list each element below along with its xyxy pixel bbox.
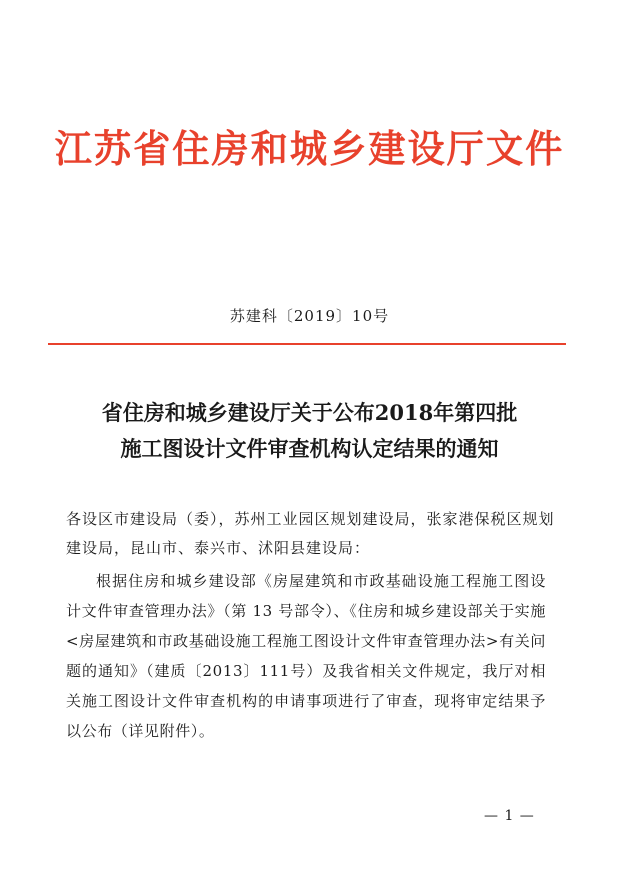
notice-title-line-2: 施工图设计文件审查机构认定结果的通知 bbox=[120, 436, 499, 461]
red-divider-line bbox=[48, 343, 566, 345]
body-paragraph: 根据住房和城乡建设部《房屋建筑和市政基础设施工程施工图设计文件审查管理办法》（第 13 号部令）、《住房和城乡建设部关于实施<房屋建筑和市政基础设施工程施工图设计文件审查管理办法>有关问题的通知》（建质〔2013〕111号）及我省相关文件规定，我厅对相关施工图设计文件审查机构的申请事项进行了审查，现将审定结果予以公布（详见附件）。 bbox=[66, 572, 546, 740]
page-number: — 1 — bbox=[484, 808, 535, 824]
notice-title-line-1: 省住房和城乡建设厅关于公布2018年第四批 bbox=[101, 400, 518, 425]
notice-title bbox=[30, 395, 589, 467]
addressee-text: 各设区市建设局（委），苏州工业园区规划建设局，张家港保税区规划建设局，昆山市、泰兴市、沭阳县建设局： bbox=[66, 510, 555, 557]
issuing-authority-header: 江苏省住房和城乡建设厅文件 bbox=[54, 127, 565, 171]
document-number: 苏建科〔2019〕10号 bbox=[229, 307, 390, 325]
